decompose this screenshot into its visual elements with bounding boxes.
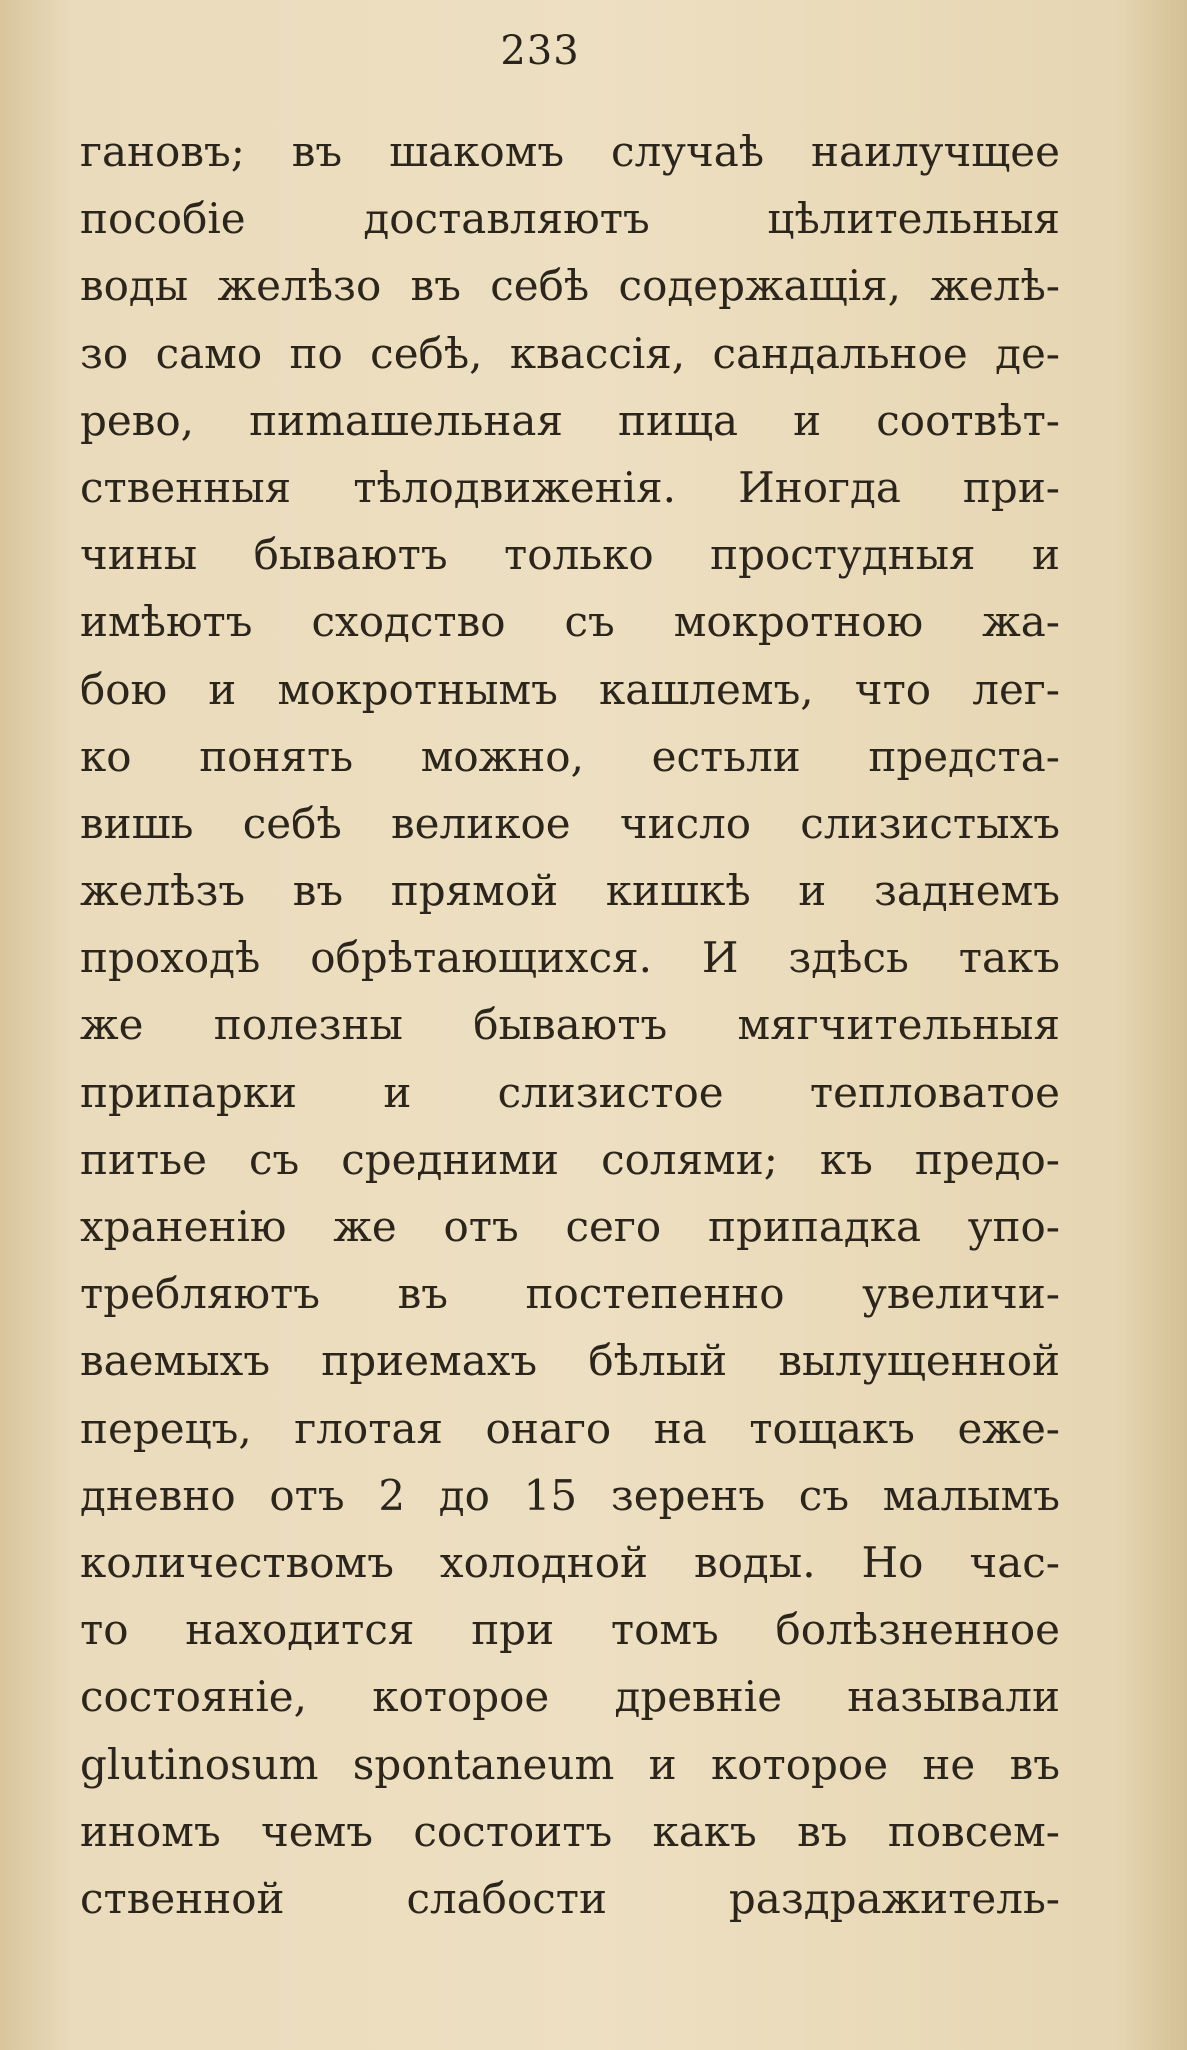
text-line: состояніе, которое древніе называли xyxy=(80,1672,1060,1722)
text-line: проходѣ обрѣтающихся. И здѣсь такъ xyxy=(80,933,1060,983)
text-line: иномъ чемъ состоитъ какъ въ повсем- xyxy=(80,1806,1060,1856)
body-text xyxy=(80,118,1060,1932)
text-line: дневно отъ 2 до 15 зеренъ съ малымъ xyxy=(80,1470,1060,1520)
text-line: ственной слабости раздражитель- xyxy=(80,1873,1060,1923)
text-line: то находится при томъ болѣзненное xyxy=(80,1605,1060,1655)
text-line: количествомъ холодной воды. Но час- xyxy=(80,1537,1060,1587)
text-line: перецъ, глотая онаго на тощакъ еже- xyxy=(80,1403,1060,1453)
text-line: ваемыхъ приемахъ бѣлый вылущенной xyxy=(80,1336,1060,1386)
text-line: гановъ; въ шакомъ случаѣ наилучщее xyxy=(80,127,1060,176)
page-number: 233 xyxy=(500,28,580,74)
text-line: glutinosum spontaneum и которое не въ xyxy=(80,1739,1060,1789)
text-line: воды желѣзо въ себѣ содержащія, желѣ- xyxy=(80,261,1060,311)
text-line: требляютъ въ постепенно увеличи- xyxy=(80,1269,1060,1319)
text-line: ственныя тѣлодвиженія. Иногда при- xyxy=(80,462,1060,512)
text-line: чины бываютъ только простудныя и xyxy=(80,530,1060,580)
text-line: припарки и слизистое тепловатое xyxy=(80,1067,1060,1117)
text-line: ко понять можно, естьли предста- xyxy=(80,731,1060,781)
text-line: пособіе доставляютъ цѣлительныя xyxy=(80,194,1060,244)
text-line: храненію же отъ сего припадка упо- xyxy=(80,1202,1060,1251)
text-line: питье съ средними солями; къ предо- xyxy=(80,1134,1060,1184)
text-line: вишь себѣ великое число слизистыхъ xyxy=(80,798,1060,848)
text-line: же полезны бываютъ мягчительныя xyxy=(80,1000,1060,1050)
text-line: желѣзъ въ прямой кишкѣ и заднемъ xyxy=(80,866,1060,916)
text-line: бою и мокротнымъ кашлемъ, что лег- xyxy=(80,664,1060,714)
text-line: зо само по себѣ, квассія, сандальное де- xyxy=(80,328,1060,378)
text-line: имѣютъ сходство съ мокротною жа- xyxy=(80,597,1060,647)
text-line: рево, пиmашельная пища и соотвѣт- xyxy=(80,395,1060,445)
